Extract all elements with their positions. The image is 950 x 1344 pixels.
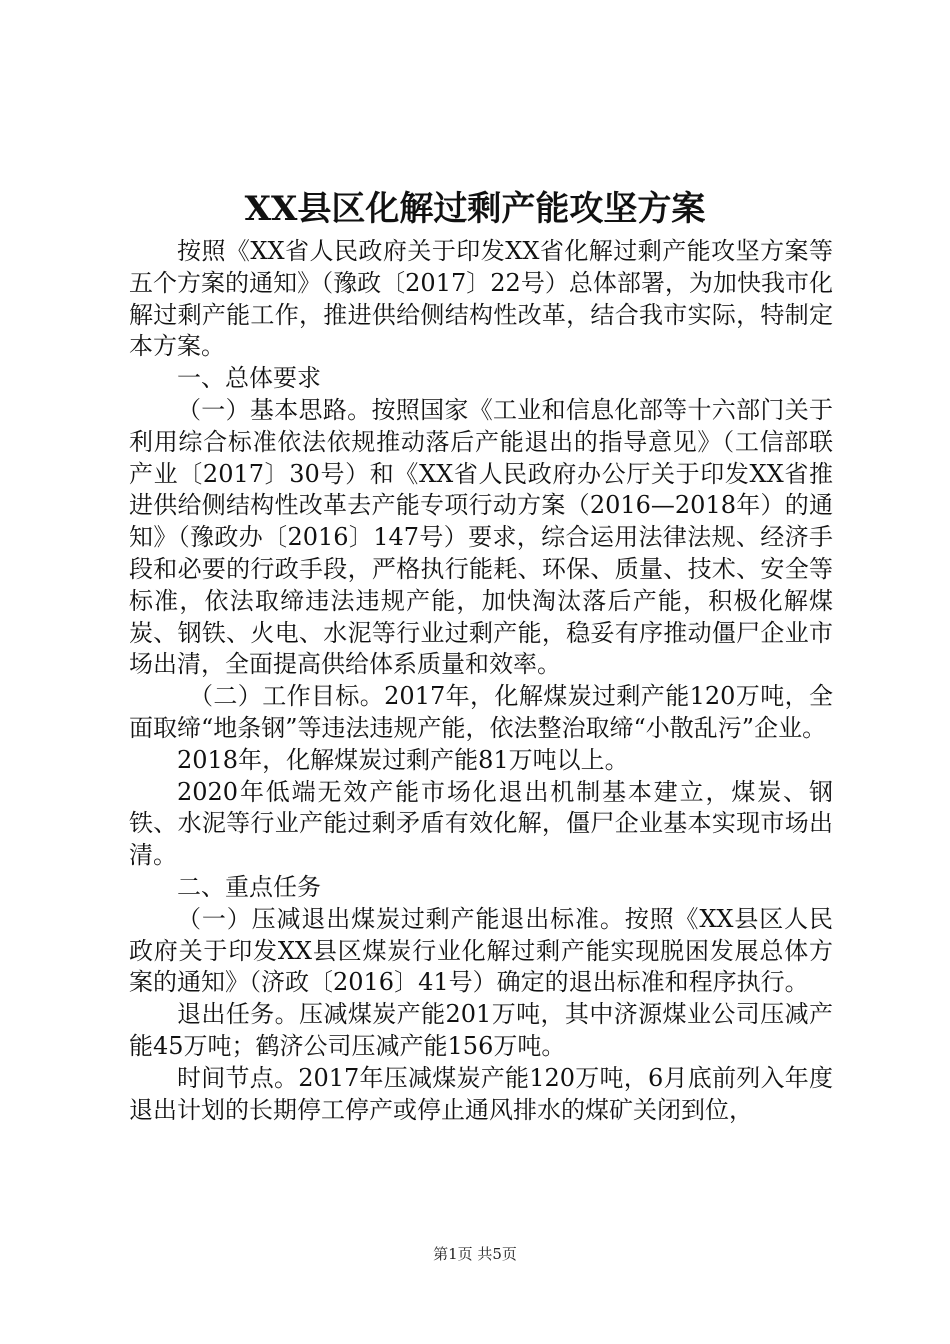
section-heading-key-tasks: 二、重点任务	[177, 872, 321, 901]
page-footer: 第1页 共5页	[433, 1245, 517, 1263]
basic-approach-paragraph: （一）基本思路。按照国家《工业和信息化部等十六部门关于利用综合标准依法依规推动落后产能退出的指导意见》（工信部联产业〔2017〕30号）和《XX省人民政府办公厅关于印发XX省推进供给侧结构性改革去产能专项行动方案（2016—2018年）的通知》（豫政办〔2016〕147号）要求，综合运用法律法规、经济手段和必要的行政手段，严格执行能耗、环保、质量、技术、安全等标准，依法取缔违法违规产能，加快淘汰落后产能，积极化解煤炭、钢铁、火电、水泥等行业过剩产能，稳妥有序推动僵尸企业市场出清，全面提高供给体系质量和效率。	[129, 395, 833, 679]
exit-tasks-paragraph: 退出任务。压减煤炭产能201万吨，其中济源煤业公司压减产能45万吨；鹤济公司压减产能156万吨。	[129, 1000, 833, 1060]
section-heading-general-requirements: 一、总体要求	[177, 364, 321, 393]
document-title: XX县区化解过剩产能攻坚方案	[244, 189, 706, 229]
coal-exit-standard-paragraph: （一）压减退出煤炭过剩产能退出标准。按照《XX县区人民政府关于印发XX县区煤炭行业化解过剩产能实现脱困发展总体方案的通知》（济政〔2016〕41号）确定的退出标准和程序执行。	[129, 904, 833, 997]
time-nodes-paragraph: 时间节点。2017年压减煤炭产能120万吨，6月底前列入年度退出计划的长期停工停产或停止通风排水的煤矿关闭到位，	[129, 1063, 833, 1124]
document-body	[129, 236, 833, 1126]
goal-2018-paragraph: 2018年，化解煤炭过剩产能81万吨以上。	[177, 745, 629, 774]
work-goals-paragraph: （二）工作目标。2017年，化解煤炭过剩产能120万吨，全面取缔“地条钢”等违法违规产能，依法整治取缔“小散乱污”企业。	[129, 682, 833, 742]
goal-2020-paragraph: 2020年低端无效产能市场化退出机制基本建立，煤炭、钢铁、水泥等行业产能过剩矛盾有效化解，僵尸企业基本实现市场出清。	[129, 777, 833, 870]
intro-paragraph: 按照《XX省人民政府关于印发XX省化解过剩产能攻坚方案等五个方案的通知》（豫政〔2017〕22号）总体部署，为加快我市化解过剩产能工作，推进供给侧结构性改革，结合我市实际，特制定本方案。	[129, 237, 833, 361]
